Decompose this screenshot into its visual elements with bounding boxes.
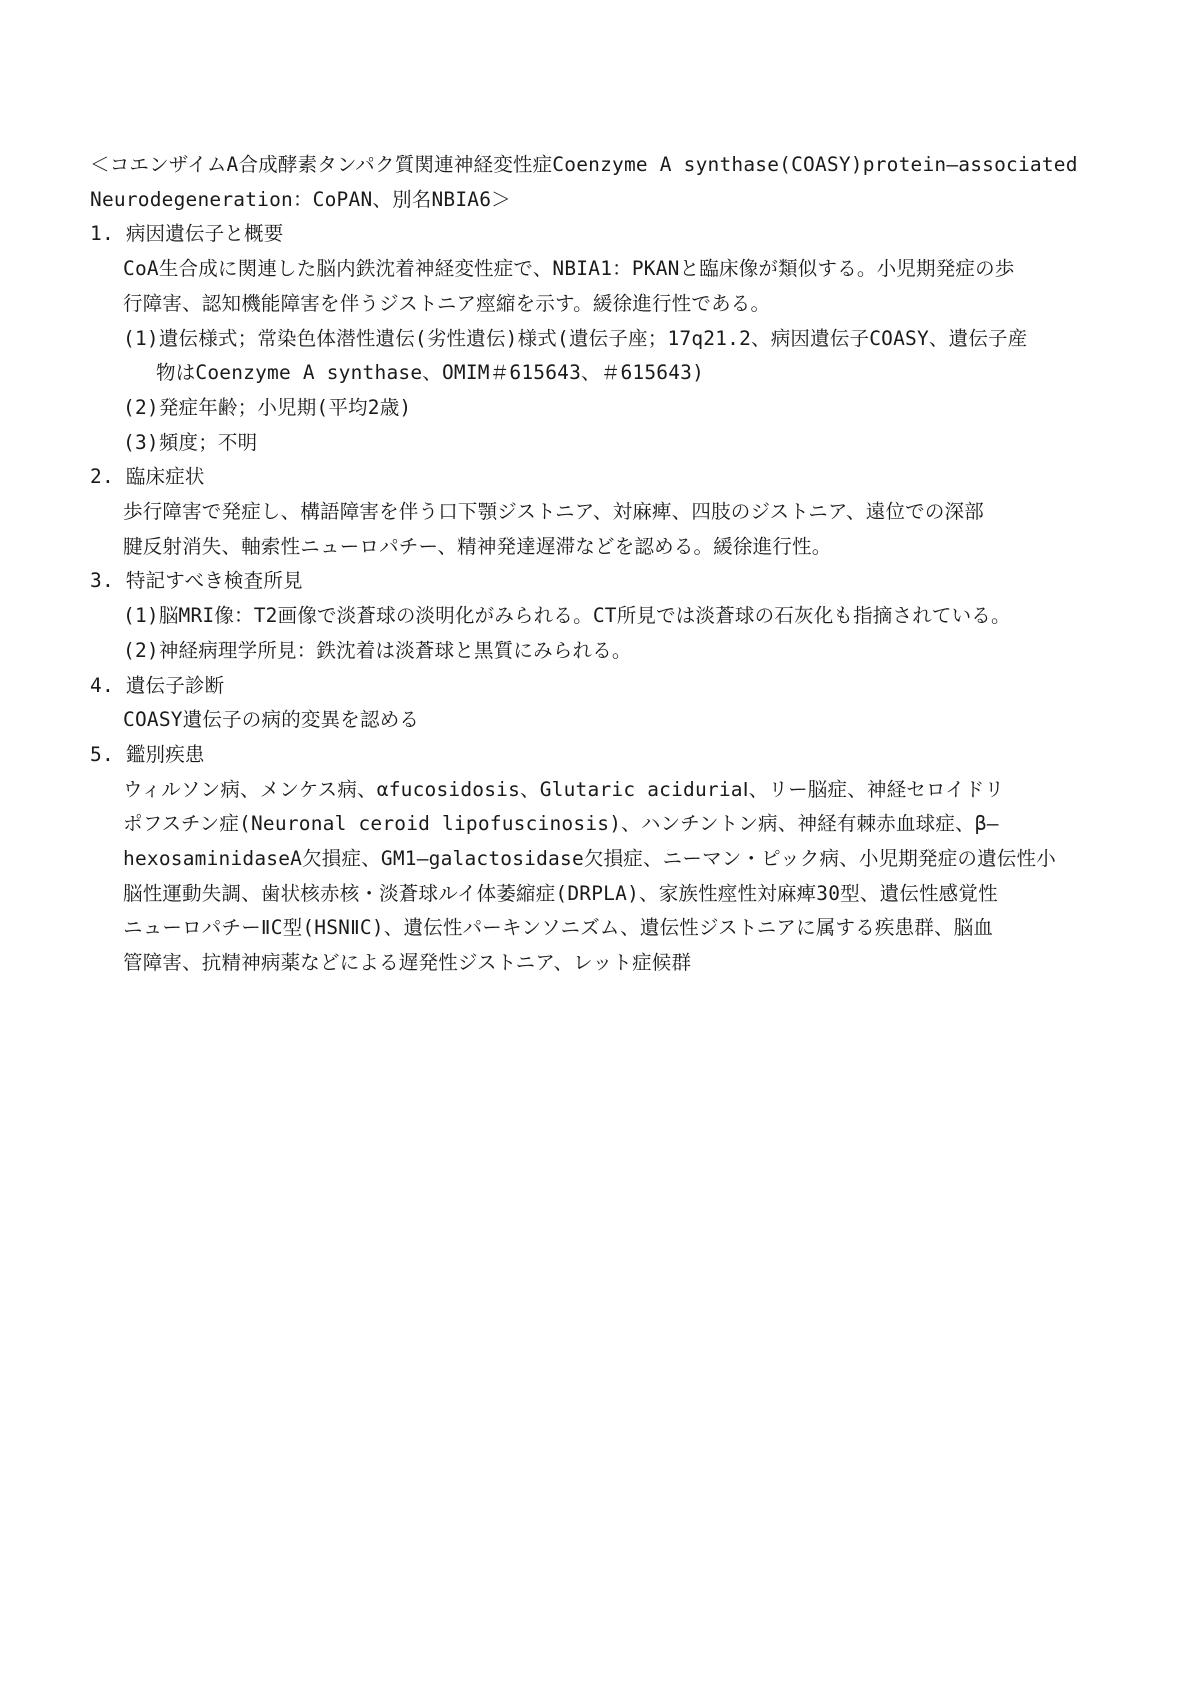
- document-title: [90, 148, 1100, 217]
- body-line: ポフスチン症(Neuronal ceroid lipofuscinosis)、ハンチントン病、神経有棘赤血球症、β―: [123, 812, 999, 836]
- subitem-line: (1)遺伝様式；常染色体潜性遺伝(劣性遺伝)様式(遺伝子座；17q21.2、病因遺伝子COASY、遺伝子産: [123, 326, 1028, 350]
- body-line: 管障害、抗精神病薬などによる遅発性ジストニア、レット症候群: [123, 951, 692, 975]
- section-body: [90, 773, 1100, 981]
- body-line: 脳性運動失調、歯状核赤核・淡蒼球ルイ体萎縮症(DRPLA)、家族性痙性対麻痺30型、遺伝性感覚性: [123, 881, 998, 905]
- section-heading: 3. 特記すべき検査所見: [90, 569, 303, 593]
- body-line: ウィルソン病、メンケス病、αfucosidosis、Glutaric aciduriaⅠ、リー脳症、神経セロイドリ: [123, 777, 1005, 801]
- document-content: [90, 148, 1100, 981]
- section-body: [90, 495, 1100, 564]
- subitem-inheritance: [90, 322, 1100, 391]
- subitem-line: (2)発症年齢；小児期(平均2歳): [123, 395, 412, 419]
- body-line: 行障害、認知機能障害を伴うジストニア痙縮を示す。緩徐進行性である。: [123, 291, 771, 315]
- body-line: COASY遺伝子の病的変異を認める: [123, 708, 420, 732]
- section-heading: 2. 臨床症状: [90, 465, 205, 489]
- section-5: [90, 738, 1100, 981]
- subitem-neuropathology: [90, 634, 1100, 669]
- title-line-1: ＜コエンザイムA合成酵素タンパク質関連神経変性症Coenzyme A synthase(COASY)protein―associated: [90, 153, 1078, 176]
- section-3: [90, 564, 1100, 668]
- body-line: 歩行障害で発症し、構語障害を伴う口下顎ジストニア、対麻痺、四肢のジストニア、遠位での深部: [123, 500, 984, 524]
- subitem-onset-age: [90, 391, 1100, 426]
- subitem-mri: [90, 599, 1100, 634]
- body-line: CoA生合成に関連した脳内鉄沈着神経変性症で、NBIA1：PKANと臨床像が類似する。小児期発症の歩: [123, 257, 1015, 281]
- subitem-continuation: 物はCoenzyme A synthase、OMIM＃615643、＃615643): [156, 361, 705, 385]
- subitem-line: (2)神経病理学所見：鉄沈着は淡蒼球と黒質にみられる。: [123, 638, 632, 662]
- section-2: [90, 460, 1100, 564]
- subitem-line: (1)脳MRI像：T2画像で淡蒼球の淡明化がみられる。CT所見では淡蒼球の石灰化も指摘されている。: [123, 604, 1011, 628]
- section-heading: 1. 病因遺伝子と概要: [90, 222, 284, 246]
- section-body: [90, 703, 1100, 738]
- body-line: 腱反射消失、軸索性ニューロパチー、精神発達遅滞などを認める。緩徐進行性。: [123, 534, 832, 558]
- subitem-frequency: [90, 426, 1100, 461]
- section-heading: 5. 鑑別疾患: [90, 742, 205, 766]
- body-line: hexosaminidaseA欠損症、GM1―galactosidase欠損症、ニーマン・ピック病、小児期発症の遺伝性小: [123, 847, 1056, 871]
- section-heading: 4. 遺伝子診断: [90, 673, 225, 697]
- section-4: [90, 669, 1100, 738]
- subitem-line: (3)頻度；不明: [123, 430, 258, 454]
- section-1: [90, 217, 1100, 460]
- title-line-2: Neurodegeneration：CoPAN、別名NBIA6＞: [90, 187, 511, 211]
- body-line: ニューロパチーⅡC型(HSNⅡC)、遺伝性パーキンソニズム、遺伝性ジストニアに属する疾患群、脳血: [123, 916, 994, 940]
- section-body: [90, 252, 1100, 321]
